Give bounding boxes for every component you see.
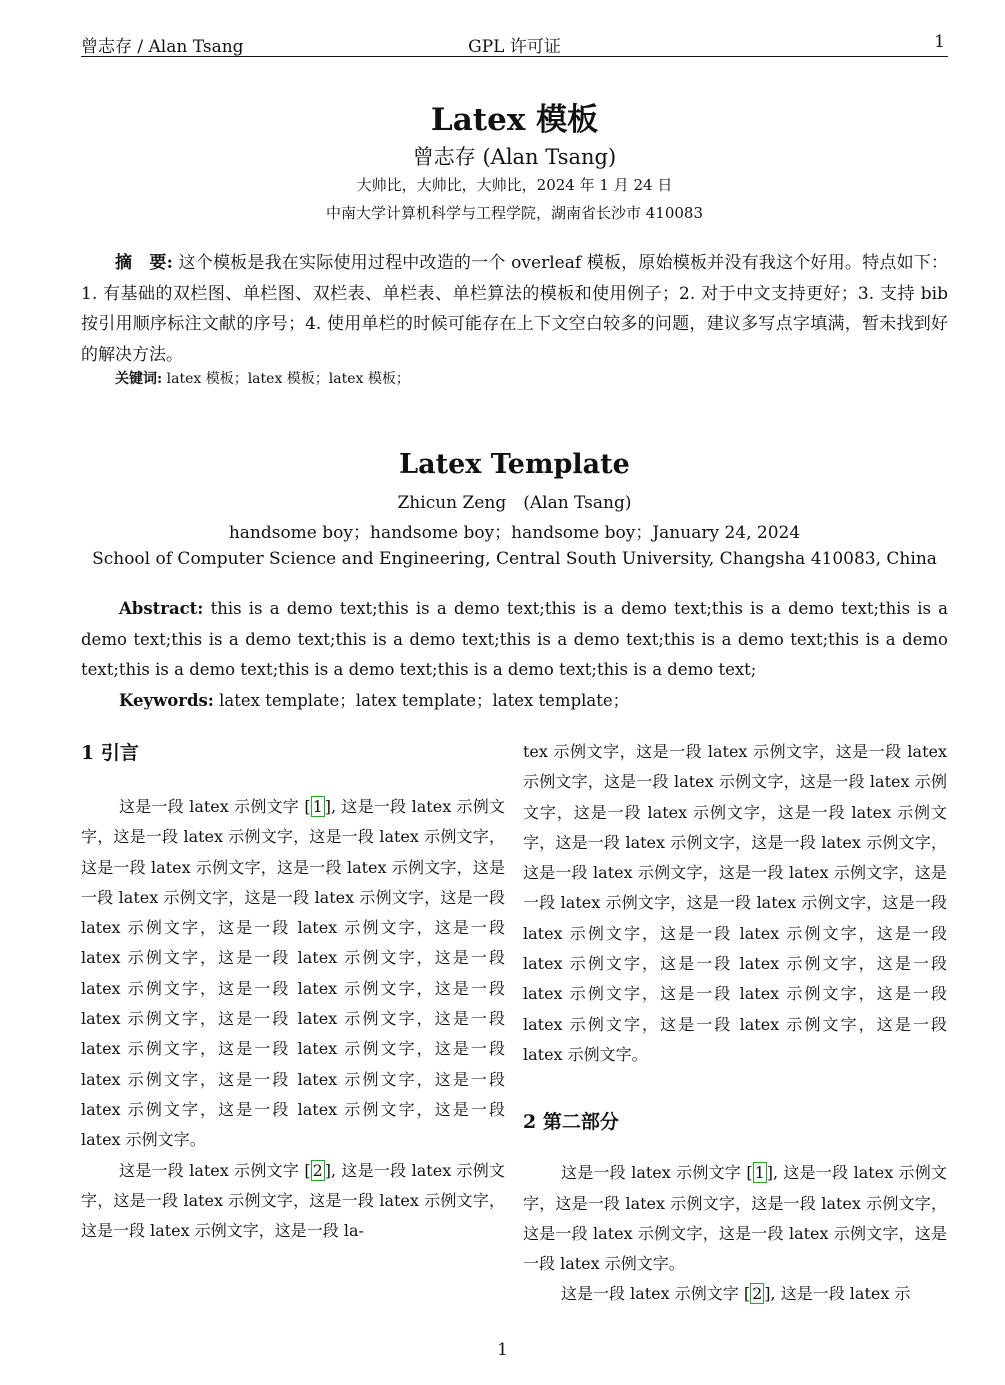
right-column: [523, 737, 947, 1310]
left-column: [81, 737, 505, 1246]
authors-chinese: 曾志存 (Alan Tsang): [412, 145, 617, 169]
abstract-chinese-text: 这个模板是我在实际使用过程中改造的一个 overleaf 模板，原始模板并没有我这个好用。特点如下：1. 有基础的双栏图、单栏图、双栏表、单栏表、单栏算法的模板和使用例子；2. 对于中文支持更好；3. 支持 bib 按引用顺序标注文献的序号；4. 使用单栏的时候可能存在上下文空白较多的问题，建议多写点字填满，暂未找到好的解决方法。: [81, 253, 948, 365]
citation-link-2[interactable]: 2: [752, 1284, 763, 1304]
citation-link-1[interactable]: 1: [754, 1163, 765, 1183]
running-header: [81, 30, 948, 57]
affiliation-english-line2: School of Computer Science and Engineering, Central South University, Changsha 410083, China: [92, 549, 937, 569]
section-1-heading: 1 引言: [81, 742, 139, 764]
title-english: Latex Template: [399, 449, 630, 480]
affiliation-chinese-line1: 大帅比，大帅比，大帅比，2024 年 1 月 24 日: [356, 176, 673, 194]
abstract-chinese: [81, 248, 948, 370]
paragraph-text: 这是一段 latex 示例文字 [: [119, 797, 311, 816]
section-1-paragraph-1: [81, 792, 505, 1156]
paragraph-text: 这是一段 latex 示例文字 [: [119, 1160, 311, 1180]
citation-link-2[interactable]: 2: [312, 1160, 323, 1180]
section-2-paragraph-2: [523, 1279, 947, 1309]
authors-english: Zhicun Zeng (Alan Tsang): [397, 493, 632, 513]
section-2-paragraph-1: [523, 1158, 947, 1279]
keywords-english-text: latex template；latex template；latex template；: [213, 691, 630, 710]
affiliation-english-line1: handsome boy；handsome boy；handsome boy；January 24, 2024: [228, 523, 801, 543]
paragraph-text: ], 这是一段 latex 示例文字，这是一段 latex 示例文字，这是一段 latex 示例文字，这是一段 latex 示例文字，这是一段 latex 示例文字，这是一段 latex 示例文字。: [523, 1163, 947, 1274]
paragraph-text: 这是一段 latex 示例文字 [: [561, 1284, 751, 1304]
paragraph-text: ], 这是一段 latex 示例文字，这是一段 latex 示例文字，这是一段 latex 示例文字，这是一段 latex 示例文字，这是一段 la-: [81, 1160, 505, 1241]
section-1-paragraph-2: [81, 1156, 505, 1247]
citation-link-1[interactable]: 1: [312, 797, 323, 816]
keywords-chinese-text: latex 模板；latex 模板；latex 模板；: [162, 371, 410, 387]
header-license: GPL 许可证: [468, 37, 561, 57]
paragraph-text: ], 这是一段 latex 示例文字，这是一段 latex 示例文字，这是一段 latex 示例文字，这是一段 latex 示例文字，这是一段 latex 示例文字，这是一段 latex 示例文字，这是一段 latex 示例文字，这是一段 latex 示例文字，这是一段 latex 示例文字，这是一段 latex 示例文字，这是一段 latex 示例文字，这是一段 latex 示例文字，这是一段 latex 示例文字，这是一段 latex 示例文字，这是一段 latex 示例文字，这是一段 latex 示例文字，这是一段 latex 示例文字，这是一段 latex 示例文字，这是一段 latex 示例文字，这是一段 latex 示例文字，这是一段 latex 示例文字，这是一段 latex 示例文字。: [81, 797, 505, 1150]
paragraph-text: ], 这是一段 latex 示: [764, 1284, 911, 1304]
abstract-english-label: Abstract:: [119, 599, 204, 618]
abstract-english-text: this is a demo text;this is a demo text;this is a demo text;this is a demo text;this is a demo text;this is a demo text;this is a demo text;this is a demo text;this is a demo text;this is a demo text;this is a demo text;this is a demo text;this is a demo text;this is a demo text;: [81, 599, 948, 679]
keywords-chinese-label: 关键词:: [115, 371, 163, 387]
keywords-english: [119, 687, 629, 711]
footer-page-number: 1: [497, 1340, 508, 1360]
header-author: 曾志存 / Alan Tsang: [81, 37, 244, 57]
keywords-english-label: Keywords:: [119, 691, 214, 710]
section-1-paragraph-2-continued: tex 示例文字，这是一段 latex 示例文字，这是一段 latex 示例文字，这是一段 latex 示例文字，这是一段 latex 示例文字，这是一段 latex 示例文字，这是一段 latex 示例文字，这是一段 latex 示例文字，这是一段 latex 示例文字，这是一段 latex 示例文字，这是一段 latex 示例文字，这是一段 latex 示例文字，这是一段 latex 示例文字，这是一段 latex 示例文字，这是一段 latex 示例文字，这是一段 latex 示例文字，这是一段 latex 示例文字，这是一段 latex 示例文字，这是一段 latex 示例文字，这是一段 latex 示例文字，这是一段 latex 示例文字，这是一段 latex 示例文字。: [523, 742, 947, 1064]
abstract-english: [81, 594, 948, 686]
keywords-chinese: [115, 368, 410, 388]
abstract-chinese-label: 摘 要:: [115, 253, 173, 273]
header-page-number: 1: [934, 32, 945, 52]
affiliation-chinese-line2: 中南大学计算机科学与工程学院，湖南省长沙市 410083: [325, 204, 704, 222]
title-chinese: Latex 模板: [430, 102, 599, 138]
section-2-heading: 2 第二部分: [523, 1111, 619, 1134]
paragraph-text: 这是一段 latex 示例文字 [: [561, 1163, 753, 1183]
